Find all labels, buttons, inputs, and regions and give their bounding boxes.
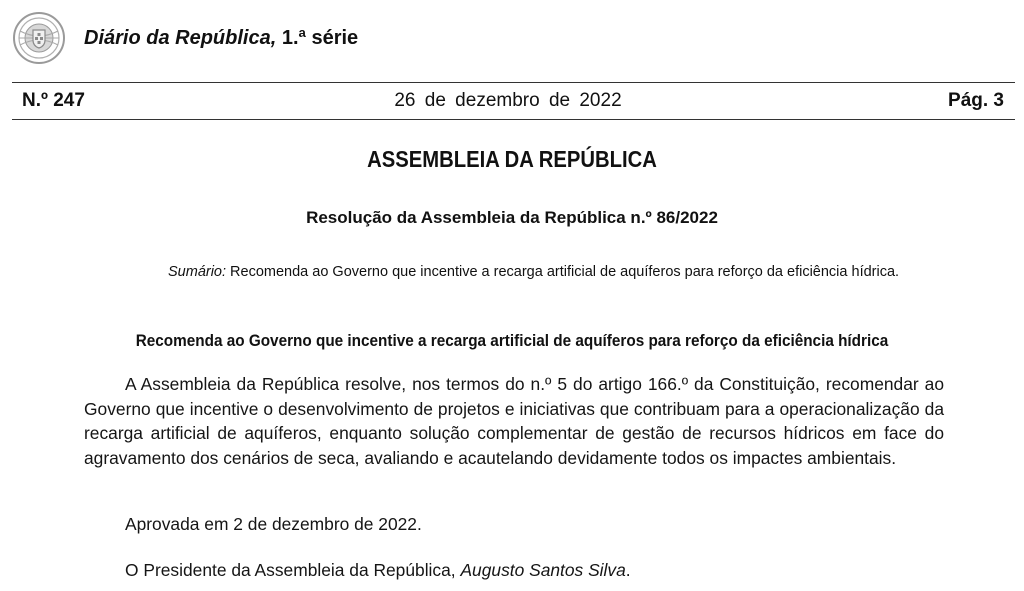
masthead bbox=[12, 10, 358, 66]
resolution-body-paragraph: A Assembleia da República resolve, nos termos do n.º 5 do artigo 166.º da Constituição, recomendar ao Governo que incentive o desenvolvimento de projetos e iniciativas que contribuam para a operacionalização da recarga artificial de aquíferos, enquanto solução complementar de gestão de recursos hídricos em face do agravamento dos cenários de seca, avaliando e acautelando devidamente todos os impactes ambientais. bbox=[84, 374, 944, 468]
approval-date: Aprovada em 2 de dezembro de 2022. bbox=[125, 514, 422, 534]
summary bbox=[168, 263, 947, 282]
issue-number: N.º 247 bbox=[22, 90, 85, 111]
summary-text: Recomenda ao Governo que incentive a recarga artificial de aquíferos para reforço da eficiência hídrica. bbox=[226, 264, 900, 280]
signature-end: . bbox=[625, 560, 631, 580]
header-rule-top bbox=[12, 82, 1015, 83]
header-rule-bottom bbox=[12, 119, 1015, 120]
section-title: ASSEMBLEIA DA REPÚBLICA bbox=[367, 146, 657, 172]
issue-bar bbox=[12, 90, 1004, 116]
coat-of-arms-seal-icon bbox=[12, 11, 66, 65]
page-number: Pág. 3 bbox=[948, 90, 1004, 111]
signature-role: O Presidente da Assembleia da República, bbox=[125, 560, 461, 580]
journal-title bbox=[84, 27, 358, 50]
signature-line bbox=[84, 558, 944, 583]
resolution-title: Resolução da Assembleia da República n.º 86/2022 bbox=[306, 208, 718, 227]
body-heading: Recomenda ao Governo que incentive a recarga artificial de aquíferos para reforço da eficiência hídrica bbox=[135, 331, 889, 350]
journal-series: 1.ª série bbox=[276, 26, 359, 49]
journal-name: Diário da República, bbox=[84, 26, 277, 49]
summary-label: Sumário: bbox=[168, 264, 227, 280]
signature-name: Augusto Santos Silva bbox=[460, 560, 626, 580]
issue-date: 26 de dezembro de 2022 bbox=[394, 90, 622, 111]
